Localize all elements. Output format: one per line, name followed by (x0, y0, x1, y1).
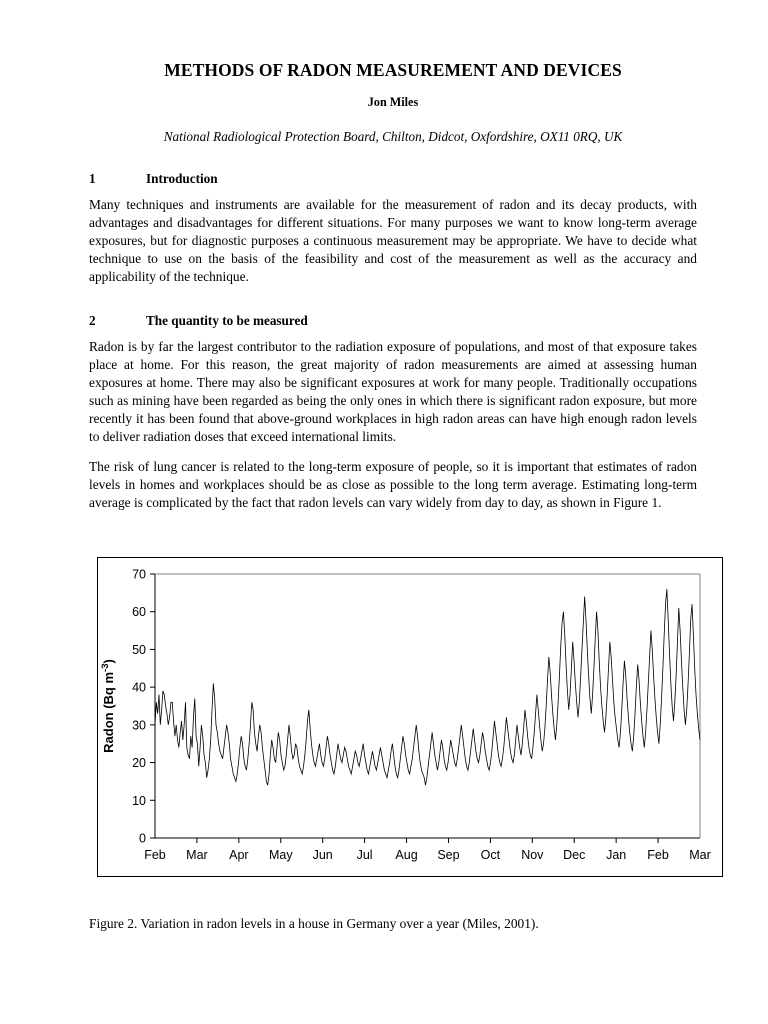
section-spacer (89, 299, 697, 313)
x-tick-label: Jun (312, 848, 333, 862)
section-2-paragraph-2: The risk of lung cancer is related to the long-term exposure of people, so it is important that estimates of radon levels in homes and workplaces should be as close as possible to the long term average. Estimating long-term average is complicated by the fact that radon levels can vary widely from day to day, as shown in Figure 1. (89, 459, 697, 511)
section-number-2: 2 (89, 312, 96, 328)
x-tick-label: Feb (144, 848, 166, 862)
y-tick-label: 0 (139, 831, 146, 846)
section-heading-1 (89, 171, 697, 187)
figure-caption: Figure 2. Variation in radon levels in a house in Germany over a year (Miles, 2001). (89, 916, 539, 931)
y-tick-label: 40 (132, 680, 146, 695)
y-tick-label: 70 (132, 567, 146, 582)
section-title-1: Introduction (146, 171, 218, 186)
chart-series-line (155, 589, 700, 785)
x-tick-label: May (268, 848, 293, 862)
section-1-paragraph-1: Many techniques and instruments are available for the measurement of radon and its decay products, with advantages and disadvantages for different situations. For many purposes we want to know long-term average exposures, but for diagnostic purposes a continuous measurement may be appropriate. We have to decide what technique to use on the basis of the feasibility and cost of the measurement as well as the accuracy and applicability of the technique. (89, 197, 697, 284)
x-tick-label: Mar (689, 848, 711, 862)
y-tick-label: 10 (132, 793, 146, 808)
x-tick-label: Feb (647, 848, 669, 862)
x-tick-label: Apr (229, 848, 249, 862)
x-tick-label: Aug (395, 848, 418, 862)
document-body (89, 60, 697, 525)
x-tick-label: Oct (480, 848, 501, 862)
x-tick-label: Jan (606, 848, 627, 862)
section-2-paragraph-1: Radon is by far the largest contributor to the radiation exposure of populations, and most of that exposure takes place at home. For this reason, the great majority of radon measurements are aimed at assessing human exposures at home. There may also be significant exposures at work for many people. Traditionally occupations such as mining have been regarded as being the only ones in which there is significant radon exposure, but more recently it has been found that above-ground workplaces in high radon areas can have high enough radon levels to deliver radiation doses that exceed international limits. (89, 338, 697, 444)
radon-time-series-chart (97, 557, 723, 877)
y-tick-label: 50 (132, 642, 146, 657)
section-number-1: 1 (89, 171, 96, 186)
y-tick-label: 20 (132, 756, 146, 771)
section-heading-2 (89, 313, 697, 329)
x-tick-label: Nov (521, 848, 544, 862)
y-axis-title: Radon (Bq $m^{-3}$) (100, 659, 116, 753)
x-tick-label: Dec (563, 848, 586, 862)
y-tick-label: 30 (132, 718, 146, 733)
x-tick-label: Sep (437, 848, 460, 862)
document-author: Jon Miles (367, 95, 419, 109)
section-title-2: The quantity to be measured (146, 312, 308, 328)
document-affiliation: National Radiological Protection Board, Chilton, Didcot, Oxfordshire, OX11 0RQ, UK (163, 129, 623, 144)
y-tick-label: 60 (132, 605, 146, 620)
x-tick-label: Mar (186, 848, 208, 862)
x-tick-label: Jul (356, 848, 373, 862)
page-title: METHODS OF RADON MEASUREMENT AND DEVICES (164, 60, 622, 80)
figure-chart (97, 557, 723, 877)
